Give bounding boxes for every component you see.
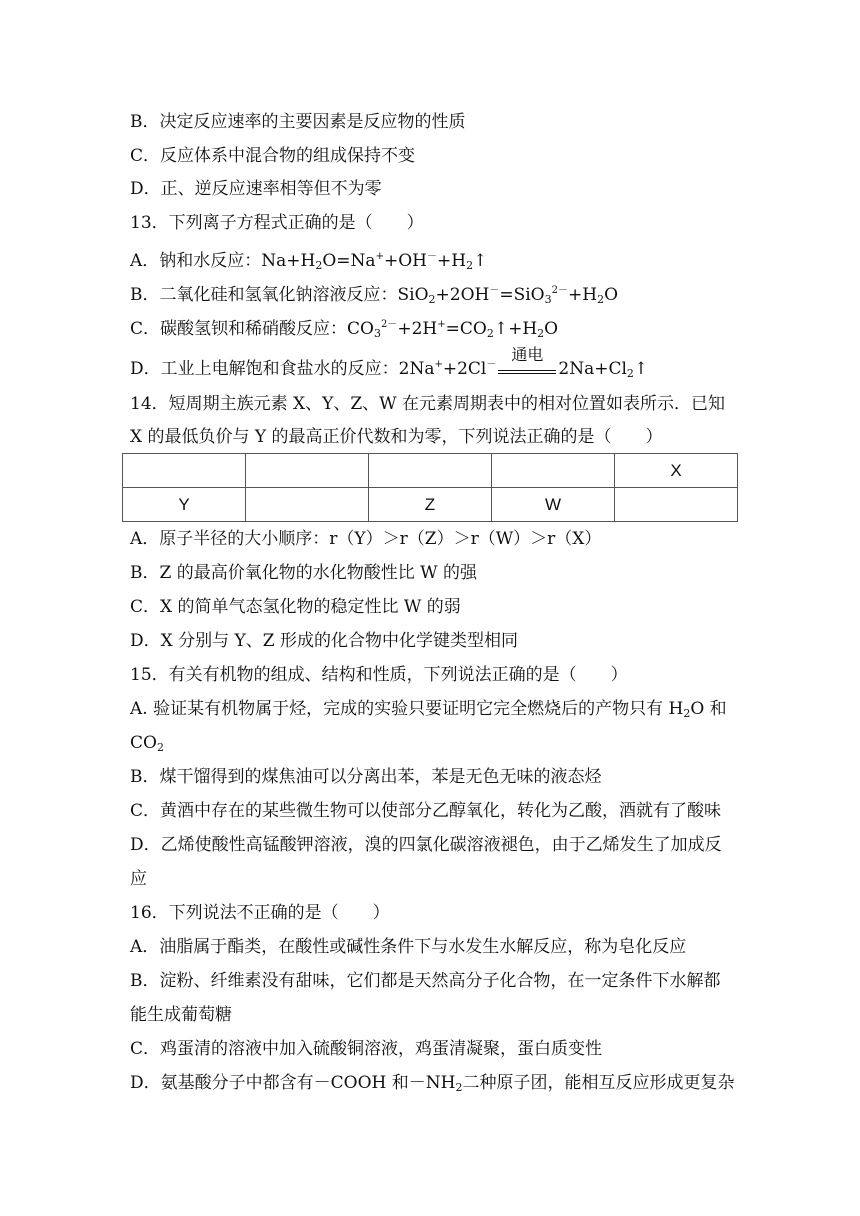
q16-option-d-tail: 二种原子团，能相互反应形成更复杂: [462, 1073, 735, 1093]
table-cell: X: [615, 454, 738, 488]
q15-option-d-line2: 应: [130, 869, 147, 889]
q12-option-c: C．反应体系中混合物的组成保持不变: [130, 146, 416, 166]
q14-option-b: B．Z 的最高价氧化物的水化物酸性比 W 的强: [130, 563, 477, 583]
q13-option-b-equation: $SiO_2+2OH^-=SiO_3^{2-}+H_2O$: [397, 285, 619, 306]
q15-option-a-text: A. 验证某有机物属于烃，完成的实验只要证明它完全燃烧后的产物只有 H: [130, 699, 684, 719]
q15-option-a-line1: A. 验证某有机物属于烃，完成的实验只要证明它完全燃烧后的产物只有 $H_2O$ 和: [130, 699, 727, 720]
q16-option-a: A．油脂属于酯类，在酸性或碱性条件下与水发生水解反应，称为皂化反应: [130, 937, 687, 957]
electrolysis-condition: 通电: [511, 345, 544, 364]
q14-option-c: C．X 的简单气态氢化物的稳定性比 W 的弱: [130, 597, 461, 617]
q15-option-d-line1: D．乙烯使酸性高锰酸钾溶液，溴的四氯化碳溶液褪色，由于乙烯发生了加成反: [130, 835, 722, 855]
q15-option-b: B．煤干馏得到的煤焦油可以分离出苯，苯是无色无味的液态烃: [130, 767, 602, 787]
table-cell: [123, 454, 246, 488]
table-cell: [246, 488, 369, 522]
table-row: [123, 488, 738, 522]
q13-option-d-label: D．工业上电解饱和食盐水的反应：: [130, 359, 399, 379]
table-cell: Y: [123, 488, 246, 522]
q16-option-d: D．氨基酸分子中都含有－COOH 和$-NH_2$二种原子团，能相互反应形成更复杂: [130, 1073, 735, 1094]
table-cell: [492, 454, 615, 488]
q12-option-d: D．正、逆反应速率相等但不为零: [130, 179, 382, 199]
table-cell: [615, 488, 738, 522]
q15-option-c: C．黄酒中存在的某些微生物可以使部分乙醇氧化，转化为乙酸，酒就有了酸味: [130, 801, 722, 821]
q14-option-d: D．X 分别与 Y、Z 形成的化合物中化学键类型相同: [130, 631, 518, 651]
q15-stem: 15．有关有机物的组成、结构和性质，下列说法正确的是（ ）: [130, 665, 628, 685]
q14-stem-line2: X 的最低负价与 Y 的最高正价代数和为零，下列说法正确的是（ ）: [130, 427, 663, 447]
q13-option-a-equation: $Na+H_2O=Na^++OH^-+H_2↑$: [261, 251, 488, 272]
q16-stem: 16．下列说法不正确的是（ ）: [130, 903, 390, 923]
q13-option-b: [130, 281, 618, 310]
q13-stem: 13．下列离子方程式正确的是（ ）: [130, 213, 424, 233]
q12-option-b: B．决定反应速率的主要因素是反应物的性质: [130, 112, 466, 132]
q16-option-b-line2: 能生成葡萄糖: [130, 1005, 232, 1025]
periodic-position-table: [122, 453, 738, 522]
q13-option-d: [130, 345, 649, 384]
table-cell: W: [492, 488, 615, 522]
q14-option-a: A．原子半径的大小顺序：r（Y）＞r（Z）＞r（W）＞r（X）: [130, 529, 602, 549]
electrolysis-arrow: [498, 345, 556, 374]
q14-stem-line1: 14．短周期主族元素 X、Y、Z、W 在元素周期表中的相对位置如表所示．已知: [130, 394, 726, 414]
q13-option-a: [130, 247, 487, 276]
table-cell: Z: [369, 488, 492, 522]
table-cell: [369, 454, 492, 488]
q13-option-a-label: A．钠和水反应：: [130, 251, 262, 271]
table-cell: [246, 454, 369, 488]
q16-option-b-line1: B．淀粉、纤维素没有甜味，它们都是天然高分子化合物，在一定条件下水解都: [130, 971, 721, 991]
q13-option-c-label: C．碳酸氢钡和稀硝酸反应：: [130, 319, 348, 339]
q13-option-c-equation: $CO_3^{2-}+2H^+=CO_2↑+H_2O$: [347, 319, 559, 340]
table-row: [123, 454, 738, 488]
q16-option-c: C．鸡蛋清的溶液中加入硫酸铜溶液，鸡蛋清凝聚，蛋白质变性: [130, 1039, 603, 1059]
q13-option-b-label: B．二氧化硅和氢氧化钠溶液反应：: [130, 285, 398, 305]
q13-option-c: [130, 315, 558, 344]
q15-option-a-line2: $CO_2$: [130, 733, 164, 754]
q15-option-a-tail: O 和: [690, 699, 727, 719]
q16-option-d-text: D．氨基酸分子中都含有－COOH 和－NH: [130, 1073, 456, 1093]
q13-option-d-equation: 2Na++2Cl－ 通电 $2Na+Cl_2↑$: [398, 345, 649, 380]
